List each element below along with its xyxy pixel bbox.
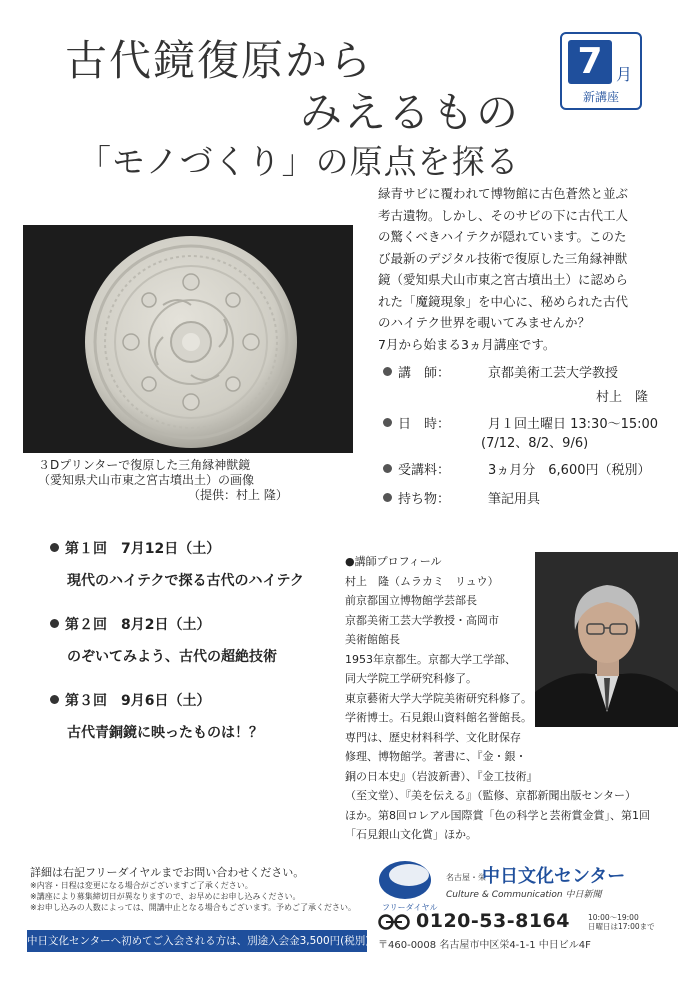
intro-paragraph (378, 183, 678, 355)
photo-caption (38, 458, 288, 503)
hours-line: 10:00～19:00 (588, 913, 639, 922)
session-item (50, 614, 277, 666)
badge-month: 7 (568, 40, 612, 84)
bullet-icon (50, 695, 59, 704)
profile-line: 学術博士。石見銀山資料館名誉館長。 (345, 711, 532, 724)
intro-line: の驚くべきハイテクが隠れています。このた (378, 229, 627, 244)
organization-address: 〒460-0008 名古屋市中区栄4-1-1 中日ビル4F (378, 940, 591, 951)
items-label: 持ち物： (398, 492, 451, 507)
info-fee (383, 459, 651, 478)
session-topic: 古代青銅鏡に映ったものは！？ (67, 725, 263, 741)
session-heading: 第１回 7月12日（土） (65, 541, 221, 557)
business-hours (588, 913, 655, 931)
page-title-line1: 古代鏡復原から (65, 36, 374, 85)
profile-line: 京都美術工芸大学教授・高岡市 (345, 613, 499, 627)
lecturer-label: 講 師： (398, 366, 451, 381)
bullet-icon (50, 619, 59, 628)
profile-line: ほか。第8回ロレアル国際賞「色の科学と芸術賞金賞」、第1回 (345, 808, 651, 822)
lecturer-portrait-image (535, 552, 678, 727)
organization-info (378, 856, 678, 956)
organization-location: 名古屋・栄 (446, 873, 486, 882)
badge-month-unit: 月 (616, 65, 633, 84)
lecturer-portrait-photo (535, 552, 678, 727)
date-value: 月１回土曜日 13:30～15:00 (488, 417, 659, 432)
intro-line: 考古遺物。しかし、そのサビの下に古代工人 (378, 207, 629, 223)
page-subtitle: 「モノづくり」の原点を探る (78, 142, 520, 181)
caption-line: ３Dプリンターで復原した三角縁神獣鏡 (38, 458, 251, 472)
fee-value: 3ヵ月分 6,600円（税別） (488, 463, 651, 478)
profile-line: 同大学院工学研究科修了。 (345, 672, 477, 685)
bullet-icon (383, 493, 392, 502)
profile-line: 前京都国立博物館学芸部長 (345, 594, 477, 607)
caption-credit: （提供：村上 隆） (188, 488, 288, 502)
notes-small: ※講座により募集締切日が異なりますので、お早めにお申し込みください。 (30, 892, 301, 901)
profile-line: 専門は、歴史材料科学、文化財保存 (345, 730, 521, 744)
fee-label: 受講料： (398, 463, 451, 478)
bullet-icon (383, 464, 392, 473)
profile-line: 美術館館長 (345, 633, 400, 646)
free-dial-label: フリーダイヤル (382, 903, 438, 912)
phone-number: 0120-53-8164 (416, 910, 570, 932)
lecturer-name: 村上 隆 (596, 390, 649, 405)
organization-logo-icon (378, 860, 433, 900)
session-topic: のぞいてみよう、古代の超絶技術 (67, 649, 277, 665)
profile-line: 修理、博物館学。著書に、『金・銀・ (345, 750, 527, 763)
info-lecturer (383, 362, 618, 381)
bronze-mirror-image (23, 225, 353, 453)
new-course-badge (560, 32, 642, 110)
info-date (383, 413, 658, 432)
organization-name: 中日文化センター (482, 866, 626, 887)
profile-line: （至文堂）、『美を伝える』（監修、京都新聞出版センター） (345, 789, 637, 802)
session-item (50, 538, 304, 590)
profile-line: 1953年京都生。京都大学工学部、 (345, 652, 516, 666)
intro-line: 鏡（愛知県犬山市東之宮古墳出土）に認めら (378, 272, 629, 287)
free-dial-icon (378, 914, 412, 930)
notes-small: ※内容・日程は変更になる場合がございますご了承ください。 (30, 881, 253, 890)
intro-line: 緑青サビに覆われて博物館に古色蒼然と並ぶ (378, 186, 629, 201)
session-heading: 第３回 9月6日（土） (65, 693, 211, 709)
profile-line: 「石見銀山文化賞」ほか。 (345, 828, 477, 841)
footer-notes (30, 866, 356, 913)
date-label: 日 時： (398, 417, 451, 432)
bullet-icon (383, 418, 392, 427)
hours-line: 日曜日は17:00まで (588, 922, 655, 931)
session-topic: 現代のハイテクで探る古代のハイテク (67, 573, 304, 589)
notes-small: ※お申し込みの人数によっては、開講中止となる場合もございます。予めご了承ください。 (30, 903, 357, 912)
bullet-icon (383, 367, 392, 376)
page-title-line2: みえるもの (300, 88, 521, 137)
intro-line: 7月から始まる3ヵ月講座です。 (378, 336, 556, 352)
bronze-mirror-photo (23, 225, 353, 453)
info-items (383, 488, 540, 507)
caption-line: （愛知県犬山市東之宮古墳出土）の画像 (38, 473, 255, 487)
intro-line: れた「魔鏡現象」を中心に、秘められた古代 (378, 293, 629, 309)
profile-line: 東京藝術大学大学院美術研究科修了。 (345, 691, 532, 705)
badge-label: 新講座 (582, 90, 619, 104)
session-item (50, 690, 263, 742)
session-heading: 第２回 8月2日（土） (65, 617, 211, 633)
entry-fee-notice: 中日文化センターへ初めてご入会される方は、別途入会金3,500円(税別)が必要です。 (27, 930, 367, 952)
profile-line: 村上 隆（ムラカミ リュウ） (345, 574, 499, 588)
organization-english-name: Culture & Communication 中日新聞 (446, 890, 602, 900)
intro-line: び最新のデジタル技術で復原した三角縁神獣 (378, 250, 628, 266)
profile-heading: ●講師プロフィール (345, 555, 442, 568)
intro-line: のハイテク世界を覗いてみませんか？ (378, 315, 591, 330)
lecturer-title: 京都美術工芸大学教授 (488, 366, 619, 381)
date-detail: (7/12、8/2、9/6) (481, 436, 589, 451)
notes-main: 詳細は右記フリーダイヤルまでお問い合わせください。 (30, 866, 305, 879)
items-value: 筆記用具 (488, 492, 541, 507)
bullet-icon (50, 543, 59, 552)
profile-line: 銅の日本史』（岩波新書）、『金工技術』 (345, 769, 538, 783)
